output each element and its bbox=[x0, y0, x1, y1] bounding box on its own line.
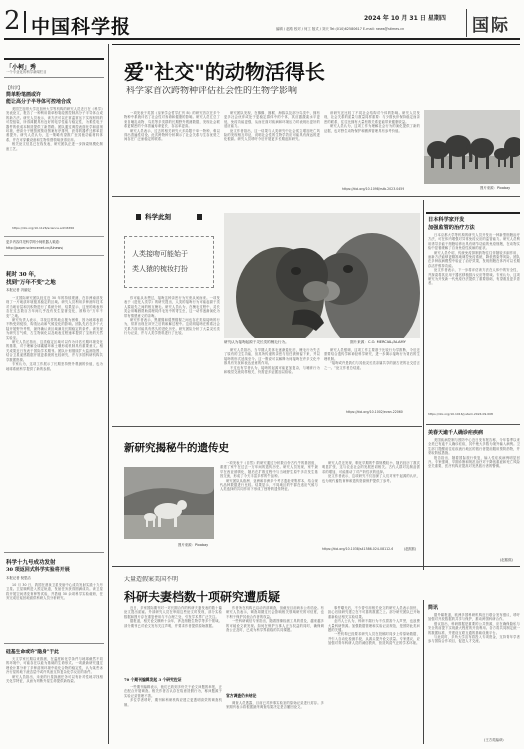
bottom-right-credit: (王方英编译) bbox=[484, 738, 504, 742]
item2-byline: 本报记者 冯丽妃 bbox=[6, 288, 31, 292]
feature-link[interactable]: https://doi.org/10.1002/evan.22060 bbox=[346, 410, 403, 414]
item3-byline: 本报记者 倪思洁 bbox=[6, 576, 31, 580]
page-number: 2 bbox=[4, 6, 21, 36]
right-item2-credit: (赵熙熙) bbox=[500, 558, 513, 562]
cattle-photo bbox=[124, 467, 214, 539]
cattle-bottom-rule bbox=[112, 566, 520, 567]
item1-body: 美国芝加哥大学及加州大学等机构的研究人员近日在《科学》发表论文，报告了一种利用简单粉笔绘图控制高分子半导体合成的新方法。研究人员表示，该方法可以在常温常压下实现材料的可控组装，所得薄膜具有良好的电学性能与稳定性，为柔性电子器件的低成本制造提供了新思路。团队通过调控表面化学和溶剂环境，使高分子链按照预设图案有序排列，获得的器件迁移率显著提升。研究人员认为，这一策略有望推广至其他功能材料体系，并在可穿戴设备和生物传感领域获得应用。 相关论文信息已在线发表，研究团队正进一步探索规模化制备工艺。 bbox=[6, 107, 103, 151]
column-subtitle: 一个专业化的科学新闻栏目 bbox=[6, 70, 47, 74]
top-story-col1: 一项发表于英国《皇家学会哲学汇刊 B》的研究首次在多个物种中系统评估了社会性对寿命和健康的影响。研究人员汇总了来自哺乳动物、鸟类等多类群的长期野外观测数据，发现社会联系更紧密的个体普遍寿命更长、存活率更高。 研究人员表示，过去的相关研究大多局限于单一物种，难以得出普遍性结论。此次跨物种分析揭示了社会关系与生存优势之间存在广泛而稳定的联系。 bbox=[124, 111, 220, 142]
right-item2-body: 美国疾病控制与预防中心近日发布报告称，今年春季以来全美已有逾千人确诊疟疾，其中绝大多数为境外输入病例。卫生部门提醒前往疟疾流行地区的旅行者提前服用预防药物，并采取防蚊措施。 报告指出，随着国际旅行恢复，输入性疟疾病例明显回升。专家强调，早期诊断和规范治疗对于降低重症和死亡风险至关重要，医疗机构应提高对发热旅行者的警惕。 bbox=[428, 438, 520, 469]
item1-title-line1: 简单粉笔画或许 bbox=[6, 92, 42, 98]
top-story-subhead: 科学家首次跨物种评估社会性的生物学影响 bbox=[126, 86, 298, 96]
item2-title-line2: 找到"万年不变"之地 bbox=[6, 280, 56, 286]
cattle-link[interactable]: https://doi.org/10.1038/s41586-024-08112-6 bbox=[322, 547, 394, 551]
bottom-kicker: 大量造假案美国不明 bbox=[124, 576, 179, 583]
page-number-divider bbox=[24, 11, 26, 33]
feature-bottom-rule bbox=[112, 426, 422, 427]
bottom-col3: 事件曝光后，不少曾引用相关论文的研究人员表示担忧，担心后续研究建立在不可靠的数据之上。部分研究团队已开始重新验证相关实验结果。 业内人士认为，科研不端行为不仅损害个人声誉，也浪费大量科研资源。加强数据管理和实验记录规范，是预防此类问题的关键。 一些机构已经要求研究人员在投稿时同步上传原始数据，并引入自动化检测手段，从源头提升论文质量。专家建议，应加强对青年科研人员的诚信教育，营造风清气正的学术环境。 bbox=[328, 606, 420, 646]
bottom-right-divider bbox=[423, 600, 424, 744]
right-item2-title: 美春天逾千人确诊疟疾病 bbox=[428, 430, 484, 436]
feature-label-mark-right bbox=[197, 214, 202, 220]
bottom-headline: 科研夫妻档数十项研究遭质疑 bbox=[124, 590, 281, 604]
sidebar-rule bbox=[4, 77, 104, 78]
cattle-image bbox=[124, 467, 214, 539]
item1-more-line2[interactable]: http://paper.sciencenet.cn/AInews/ bbox=[6, 246, 64, 250]
masthead-rule bbox=[4, 38, 520, 40]
elephants-photo bbox=[424, 110, 520, 184]
bottom-col2b: 调查人员透露，目前已对涉事实验室的原始记录进行封存。多家期刊表示将根据最终调查结果决定是否撤回论文。 bbox=[226, 701, 324, 710]
top-story-rule bbox=[112, 44, 520, 45]
section-divider bbox=[466, 9, 467, 37]
issue-date: 2024 年 10 月 31 日 星期四 bbox=[364, 15, 446, 22]
item3-title-line1: 科学十九号成功发射 bbox=[6, 560, 56, 566]
bottom-col1b: 一些期刊编辑表示，他们已收到多份关于论文问题的举报，正在配合开展调查。相关作者否认存在故意造假行为，称问题源于实验记录管理不善。 多位学者呼吁，期刊和科研机构应建立更透明高效的调查机制。 bbox=[124, 685, 222, 707]
cattle-photo-credit: 图片来源：Pixabay bbox=[178, 543, 209, 547]
bottom-right-title: 简讯 bbox=[428, 605, 439, 611]
item4-title: 硅基生命或许"隐身"于此 bbox=[6, 649, 59, 655]
top-story-col3: 该研究还比较了不同社会结构对个体的影响。研究人员发现，社会关系的质量与数量同样重要：与少数伙伴保持稳定而亲密的联系，往往比拥有大量松散关系更能带来健康收益。 研究人员认为，这项工作为理解社会行为的演化提供了新的证据，也对野生动物保护和圈养管理具有参考价值。 bbox=[324, 111, 420, 133]
cattle-col2: 研究人员还发现，驯化早期的牛群规模较小，随后经历了数次明显扩张，这与农业社会的发展密切相关。古代人群对乳制品需求的增加，可能推动了对产奶性状的选择。 论文作者表示，这项研究不仅加深了人们对家牛起源的认识，也为现代畜牧育种和遗传资源保护提供了参考。 bbox=[322, 461, 420, 483]
feature-col1: 你可能从未想过，接吻这种亲密行为究竟从何而来。一项发表于《进化人类学》的研究提出，人类的接吻行为可能起源于类人猿祖先之间的相互梳毛。研究人员认为，在梳毛过程中，灵长类会用嘴唇帮助清理同伴毛发中的寄生虫，这一动作逐渐演化为带有情感意义的亲吻。 研究作者表示，黑猩猩和倭黑猩猩之间也存在类似接吻的行为，常常出现在冲突之后的和解过程中。这说明接吻在维系社会关系方面可能具有悠久的进化历史。研究团队分析了大量灵长类行为记录，并与人类学资料进行了比较。 bbox=[124, 296, 220, 336]
item2-body: 一支国际研究团队经过近 30 年的持续观测，在非洲南部发现了一片地质环境极其稳定的区域。研究人员利用多种测年技术对当地岩层和沉积物进行了系统分析，结果显示，这里的地表形态在过去数百万年间几乎没有发生显著变化，被称为“万年不变”之地。 研究负责人表示，寻找这样的地点极为困难，因为地球表面不断受到侵蚀、构造运动和气候变化的影响。团队先后在多个大陆开展野外考察，最终确认该区域满足长期稳定的条件。该发现为研究古气候、古生物演化以及地表过程速率提供了宝贵的天然实验室。 研究人员还指出，这类稳定区域可以作为评估长期环境变化的基准，对于理解全球碳循环和土壤形成机制具有重要意义。相关成果近日发表于国际学术期刊。团队计划继续扩大监测范围，结合卫星遥感数据开展更系统的比较研究，并与多国科研机构共享数据资源。 专家认为，这项工作展示了长期坚持野外观测的价值，也为地球系统科学提供了新的参照。 bbox=[6, 296, 103, 371]
feature-column-label-box bbox=[124, 212, 214, 224]
sidebar-rule-3 bbox=[4, 643, 104, 644]
right-mid-rule bbox=[426, 424, 520, 425]
item4-body: 天文学家长期以来推测，在温度和化学条件与地球截然不同的环境中，可能存在以硅为基础的生命形式。一项最新研究通过理论计算分析了多种溶剂环境中硅化合物的稳定性，认为某些冰冷行星的地下液态层中或许具备支持复杂化学反应的条件。 研究人员指出，未来的行星探测任务可以有针对性地寻找相关化学特征，从而为判断外星生命提供新线索。 bbox=[6, 657, 103, 684]
sidebar-divider bbox=[108, 44, 109, 744]
feature-column-label: 科学此刻 bbox=[145, 213, 171, 221]
sidebar-top-rule bbox=[4, 58, 104, 60]
item3-title-line2: 30 项返回式科学实验将开展 bbox=[6, 567, 70, 573]
item1-title-line2: 能让高分子半导体可控地合成 bbox=[6, 99, 72, 105]
cattle-col1: 一项发表于《自然》的研究通过分析数百份古代牛的基因组，重建了家牛在过去一万年间的遗传历史。研究人员发现，家牛最早在西亚被驯化，随后在扩散过程中与当地野生原牛多次发生基因交流，形成了今天丰富多样的牛品种。 研究团队从欧洲、亚洲和非洲多个考古遗址采集样本，结合现代品种数据进行比较。结果显示，不同地区的牛群在适应气候与人类选择的共同作用下形成了独特的遗传特征。 bbox=[220, 461, 318, 492]
elephants-photo-credit: 图片来源：Pixabay bbox=[480, 186, 511, 190]
top-story-link[interactable]: https://doi.org/10.1098/rstb.2023.0459 bbox=[342, 187, 405, 191]
feature-label-mark-left bbox=[136, 214, 141, 220]
pull-quote-box bbox=[124, 236, 214, 288]
section-name: 国际 bbox=[472, 16, 510, 36]
pull-quote-line2: 类人猿的梳妆打扮 bbox=[132, 265, 188, 273]
staff-line: 编辑 / 赵路 校对 / 何工 版式 / 刘天 Tel:(010)62580617 E-mail: news@stimes.cn bbox=[276, 27, 405, 31]
feature-col3: 研究人员强调，这项工作主要基于比较行为学推断，今后还需要结合遗传学和神经科学研究，进一步揭示接吻行为背后的生理机制。 “接吻或许是我们与其他灵长类亲属共享的最古老的社交语言之一。”论文作者总结道。 bbox=[324, 348, 420, 370]
item1-more-line1: 更多内容详见科学网小柯机器人频道： bbox=[6, 240, 63, 244]
item1-tag: 【科学】 bbox=[6, 85, 22, 90]
item2-title-line1: 耗时 30 年， bbox=[6, 272, 40, 278]
item3-body: 10 月 30 日，我国在酒泉卫星发射中心成功发射实践十九号卫星。卫星顺利进入预定轨道，发射任务获得圆满成功。该卫星将开展空间诱变育种等试验，并搭载 30 余项科学实验载荷，任务完成后返回地面供科研人员分析研究。 bbox=[6, 583, 103, 601]
elephants-image bbox=[424, 110, 520, 184]
bottom-subhead-2: 官方调查仍未结论 bbox=[226, 693, 257, 698]
newspaper-logo: 中国科学报 bbox=[31, 16, 132, 38]
cattle-credit: (赵熙熙) bbox=[404, 547, 417, 551]
right-item1-body: 日本京都大学等机构的研究人员开发出一种新型细胞治疗方法，可在体内增强对异常免疫反应的监管能力。研究人员利用诱导多能干细胞培养出具有调节功能的免疫细胞，在动物实验中显著缓解了自身免疫性疾病的症状。 研究人员介绍，传统免疫抑制药物往往伴随较多副作用，而新方法能够更精准地调控免疫系统，降低感染等风险。团队在多种疾病模型中验证了治疗效果，发现细胞在体内可以长期存活并维持功能。 论文作者表示，下一步将评估该方法在人体中的安全性，并探索将其应用于器官移植排斥反应等领域。专家认为，这项研究为开发新一代免疫疗法提供了重要基础，有望惠及更多患者。 bbox=[428, 233, 520, 286]
right-item1-title-line2: 加强监管的治疗方法 bbox=[428, 225, 475, 231]
column-header: 「小柯」秀 bbox=[6, 64, 37, 71]
right-item1-link[interactable]: https://doi.org/10.1016/j.stem.2024.09.008 bbox=[428, 412, 493, 416]
top-story-col2: 研究团队发现，在狒狒、猕猴、海豚以及部分鸟类中，拥有更多社会伙伴或处于更稳定群体中的个体，其应激激素水平更低，免疫功能更强，从而在面对疾病和环境压力时表现出更好的适应能力。 论文作者指出，这一结果与人类研究中社会孤立增加死亡风险的发现相互印证，说明社会性的生物学效应可能具有深远的进化根源。研究人员呼吁今后开展更多长期追踪研究。 bbox=[224, 111, 320, 142]
right-column-divider bbox=[423, 200, 424, 570]
bottom-right-body: 据外媒报道，欧洲多国科研机构近日联合发布倡议，呼吁加强对开放数据的共享与保护，推动跨国科研合作。 倡议指出，科研数据是重要的公共资源，应在确保隐私与安全的前提下实现最大程度的开放利用。各方将共同制定统一的数据标准，并建设互联互通的基础设施平台。 与此同时，多所大学宣布将投入专项资金，支持青年学者参与国际合作项目，促进人才交流。 bbox=[428, 613, 520, 644]
right-item1-title-line1: 日本科学家开发 bbox=[428, 217, 465, 223]
item1-more-box bbox=[4, 236, 104, 256]
chimpanzee-image bbox=[224, 213, 420, 338]
chimp-photo-caption: 研究认为接吻起源于灵长类的梳毛行为。 bbox=[224, 340, 289, 344]
bottom-subhead-1: 70 个期刊编辑发起 3 个研究佐证 bbox=[124, 677, 182, 682]
bottom-col1: 近日，多家国际期刊对一对长期合作的科研夫妻发表的数十篇论文提出质疑。外部研究人员在审阅这些论文时发现，部分实验数据和图片存在重复使用与不合理之处，引发学术界广泛关注。 据报道，相关论文横跨十余年，涉及细胞生物学等多个领域。部分期刊已对论文发布关注声明，并要求作者提供原始数据。 bbox=[124, 606, 222, 628]
item1-link[interactable]: https://doi.org/10.1126/science.adm5656 bbox=[12, 226, 75, 230]
chimpanzee-photo bbox=[224, 213, 420, 338]
feature-col2: 研究人员指出，当早期人类体毛逐渐退化后，梳毛行为失去了原有的卫生功能，但其所传递的亲密与信任被保留下来，并以接吻的形式延续至今。这一假说可以解释为何接吻在许多文化中都具有安抚和表达爱意的作用。 不过也有学者认为，接吻的起源可能更加复杂，与哺育行为和嗅觉交流同样相关，仍需更多证据加以检验。 bbox=[224, 348, 320, 375]
top-story-headline: 爱"社交"的动物活得长 bbox=[124, 60, 325, 84]
top-story-bottom-rule bbox=[112, 196, 520, 197]
sidebar-rule-2 bbox=[4, 552, 104, 553]
right-top-rule bbox=[426, 212, 520, 214]
bottom-col2: 作者所在机构已启动内部调查，但截至目前尚未公布结论。有研究人员表示，调查周期过长会影响相关领域研究的可信度，也不利于保护其他合作者的权益。 一些科研诚信专家指出，随着图像检测工具的普及，越来越多的可疑论文被发现。如何在保护当事人正当权益的同时，确保调查公正及时，已成为科学界面临的共同课题。 bbox=[226, 606, 324, 633]
pull-quote-line1: 人类接吻可能始于 bbox=[132, 250, 188, 258]
chimp-photo-credit: 图片来源：C.O. MERCIAL/ALAMY bbox=[350, 340, 406, 344]
cattle-headline: 新研究揭秘牛的遗传史 bbox=[124, 442, 229, 454]
